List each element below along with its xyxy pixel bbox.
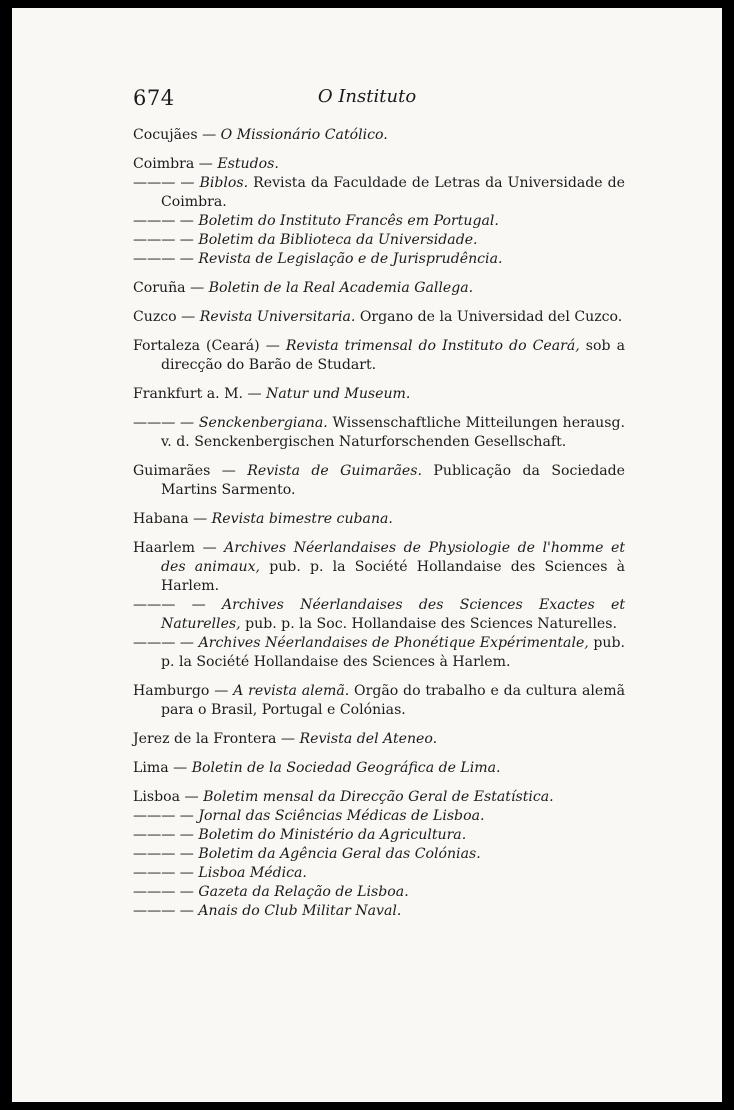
entry-city: Jerez de la Frontera — [133, 731, 277, 747]
periodicals-list — [133, 126, 625, 931]
entry-title: Revista Universitaria. — [199, 309, 356, 325]
entry-line — [133, 510, 625, 529]
list-item — [133, 385, 625, 404]
entry-subline — [133, 864, 625, 883]
entry-subline — [133, 212, 625, 231]
entry-line — [133, 337, 625, 375]
list-item — [133, 539, 625, 672]
entry-city: Cocujães — [133, 127, 198, 143]
entry-dash: — — [179, 827, 194, 843]
entry-subline — [133, 596, 625, 634]
entry-subline — [133, 883, 625, 902]
entry-title: Natur und Museum. — [266, 386, 411, 402]
entry-city: ——— — [133, 175, 176, 191]
entry-description: Publicação da Sociedade Martins Sarmento. — [161, 463, 625, 498]
entry-city: ——— — [133, 827, 176, 843]
entry-dash: — — [180, 175, 195, 191]
entry-dash: — — [179, 865, 194, 881]
list-item — [133, 308, 625, 327]
entry-dash: — — [184, 789, 199, 805]
entry-dash: — — [180, 415, 195, 431]
entry-title: Gazeta da Relação de Lisboa. — [198, 884, 409, 900]
entry-dash: — — [198, 156, 213, 172]
entry-line — [133, 539, 625, 596]
entry-city: Lisboa — [133, 789, 181, 805]
list-item — [133, 337, 625, 375]
entry-title: Biblos. — [199, 175, 249, 191]
entry-line — [133, 279, 625, 298]
entry-city: ——— — [133, 597, 176, 613]
entry-dash: — — [179, 232, 194, 248]
entry-city: Coruña — [133, 280, 186, 296]
entry-subline — [133, 826, 625, 845]
entry-dash: — — [191, 597, 206, 613]
entry-title: Jornal das Sciências Médicas de Lisboa. — [198, 808, 485, 824]
entry-dash: — — [190, 280, 205, 296]
entry-city: ——— — [133, 903, 176, 919]
running-head: O Instituto — [317, 86, 417, 107]
entry-city: ——— — [133, 808, 176, 824]
entry-dash: — — [179, 884, 194, 900]
entry-dash: — — [179, 903, 194, 919]
entry-dash: — — [265, 338, 280, 354]
entry-city: Coimbra — [133, 156, 195, 172]
entry-title: Revista del Ateneo. — [299, 731, 438, 747]
entry-description: Wissenschaftliche Mitteilungen herausg. v. d. Senckenbergischen Naturforschenden Gesellschaft. — [161, 415, 625, 450]
entry-title: Boletin de la Real Academia Gallega. — [208, 280, 474, 296]
entry-dash: — — [179, 635, 194, 651]
entry-dash: — — [214, 683, 229, 699]
entry-dash: — — [202, 127, 217, 143]
entry-subline — [133, 231, 625, 250]
entry-dash: — — [179, 251, 194, 267]
list-item — [133, 279, 625, 298]
entry-description: sob a direcção do Barão de Studart. — [161, 338, 625, 373]
entry-title: Estudos. — [217, 156, 279, 172]
entry-title: Boletim da Biblioteca da Universidade. — [198, 232, 478, 248]
entry-description: Organo de la Universidad del Cuzco. — [355, 309, 623, 325]
entry-city: ——— — [133, 232, 176, 248]
entry-dash: — — [181, 309, 196, 325]
entry-line — [133, 682, 625, 720]
entry-dash: — — [179, 213, 194, 229]
entry-title: Anais do Club Militar Naval. — [198, 903, 402, 919]
entry-city: Cuzco — [133, 309, 177, 325]
entry-dash: — — [202, 540, 217, 556]
entry-subline — [133, 634, 625, 672]
entry-city: Haarlem — [133, 540, 196, 556]
entry-line — [133, 414, 625, 452]
entry-city: ——— — [133, 846, 176, 862]
entry-city: Guimarães — [133, 463, 211, 479]
entry-city: ——— — [133, 884, 176, 900]
page-header — [12, 86, 722, 116]
page-number: 674 — [133, 86, 175, 110]
entry-subline — [133, 902, 625, 921]
entry-title: Archives Néerlandaises de Phonétique Expérimentale, — [198, 635, 589, 651]
list-item — [133, 462, 625, 500]
entry-dash: — — [179, 808, 194, 824]
entry-city: ——— — [133, 635, 176, 651]
entry-line — [133, 759, 625, 778]
entry-subline — [133, 807, 625, 826]
entry-city: Fortaleza (Ceará) — [133, 338, 260, 354]
list-item — [133, 155, 625, 269]
list-item — [133, 730, 625, 749]
entry-title: Revista de Guimarães. — [247, 463, 422, 479]
list-item — [133, 126, 625, 145]
entry-line — [133, 126, 625, 145]
entry-description: pub. p. la Société Hollandaise des Sciences à Harlem. — [161, 635, 625, 670]
entry-city: ——— — [133, 251, 176, 267]
list-item — [133, 682, 625, 720]
entry-title: Revista trimensal do Instituto do Ceará, — [285, 338, 580, 354]
entry-title: Revista de Legislação e de Jurisprudência. — [198, 251, 503, 267]
entry-description: pub. p. la Société Hollandaise des Sciences à Harlem. — [161, 559, 625, 594]
entry-title: Archives Néerlandaises des Sciences Exactes et Naturelles, — [161, 597, 626, 632]
entry-line — [133, 385, 625, 404]
entry-city: ——— — [133, 865, 176, 881]
entry-description: Orgão do trabalho e da cultura alemã para o Brasil, Portugal e Colónias. — [161, 683, 626, 718]
entry-subline — [133, 250, 625, 269]
entry-title: O Missionário Católico. — [220, 127, 388, 143]
entry-title: Boletin de la Sociedad Geográfica de Lima. — [191, 760, 501, 776]
entry-city: Hamburgo — [133, 683, 210, 699]
list-item — [133, 510, 625, 529]
entry-dash: — — [179, 846, 194, 862]
entry-line — [133, 155, 625, 174]
entry-city: Habana — [133, 511, 189, 527]
document-page — [12, 8, 722, 1102]
entry-title: Revista bimestre cubana. — [211, 511, 393, 527]
entry-city: ——— — [133, 213, 176, 229]
entry-title: Boletim do Ministério da Agricultura. — [198, 827, 467, 843]
entry-description: Revista da Faculdade de Letras da Universidade de Coimbra. — [161, 175, 626, 210]
list-item — [133, 414, 625, 452]
list-item — [133, 759, 625, 778]
entry-line — [133, 308, 625, 327]
entry-title: Boletim mensal da Direcção Geral de Estatística. — [203, 789, 554, 805]
entry-dash: — — [193, 511, 208, 527]
entry-title: Archives Néerlandaises de Physiologie de l'homme et des animaux, — [161, 540, 625, 575]
entry-line — [133, 730, 625, 749]
entry-dash: — — [173, 760, 188, 776]
entry-dash: — — [280, 731, 296, 747]
entry-subline — [133, 174, 625, 212]
entry-title: A revista alemã. — [233, 683, 350, 699]
entry-line — [133, 788, 625, 807]
entry-title: Boletim do Instituto Francês em Portugal. — [198, 213, 499, 229]
entry-title: Senckenbergiana. — [198, 415, 328, 431]
entry-line — [133, 462, 625, 500]
entry-description: pub. p. la Soc. Hollandaise des Sciences Naturelles. — [240, 616, 617, 632]
entry-subline — [133, 845, 625, 864]
entry-city: Lima — [133, 760, 169, 776]
list-item — [133, 788, 625, 921]
entry-dash: — — [221, 463, 236, 479]
entry-dash: — — [247, 386, 262, 402]
entry-city: ——— — [133, 415, 176, 431]
entry-title: Lisboa Médica. — [198, 865, 307, 881]
entry-city: Frankfurt a. M. — [133, 386, 243, 402]
entry-title: Boletim da Agência Geral das Colónias. — [198, 846, 481, 862]
